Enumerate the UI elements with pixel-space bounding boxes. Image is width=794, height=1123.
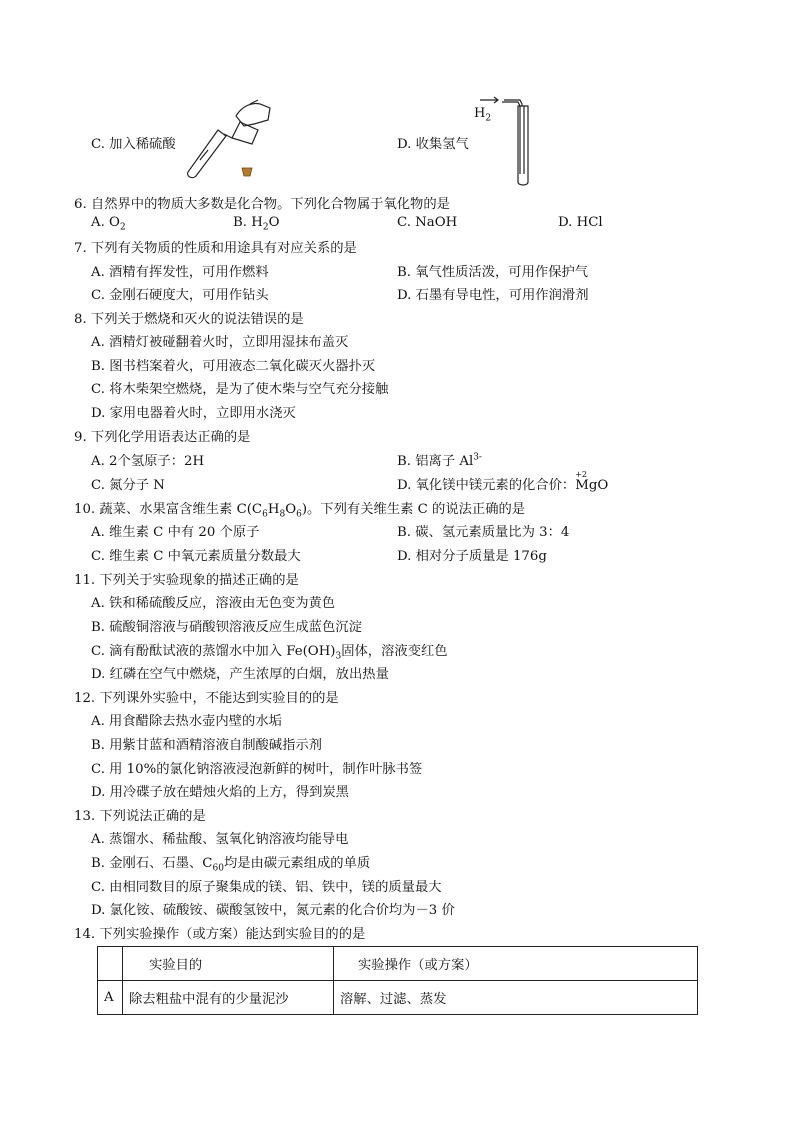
pour-acid-illustration: [178, 98, 282, 184]
h2-label: $H_2$: [474, 106, 492, 124]
q8-stem: 8. 下列关于燃烧和灭火的说法错误的是: [74, 312, 304, 327]
q7-option-d: D. 石墨有导电性，可用作润滑剂: [397, 288, 589, 303]
table-row: [98, 981, 698, 1015]
q11-option-d: D. 红磷在空气中燃烧，产生浓厚的白烟，放出热量: [91, 667, 389, 682]
table-cell: 除去粗盐中混有的少量泥沙: [123, 981, 334, 1015]
q9-option-c: C. 氮分子 N: [91, 478, 165, 493]
q13-option-c: C. 由相同数目的原子聚集成的镁、铝、铁中，镁的质量最大: [91, 880, 442, 895]
table-cell: 溶解、过滤、蒸发: [334, 981, 698, 1015]
q10-option-c: C. 维生素 C 中氧元素质量分数最大: [91, 549, 301, 564]
q6-stem: 6. 自然界中的物质大多数是化合物。下列化合物属于氧化物的是: [74, 197, 450, 212]
q12-option-c: C. 用 10%的氯化钠溶液浸泡新鲜的树叶，制作叶脉书签: [91, 762, 423, 777]
q5-option-d: D. 收集氢气: [397, 137, 469, 152]
q12-option-b: B. 用紫甘蓝和酒精溶液自制酸碱指示剂: [91, 738, 322, 753]
q13-option-b: B. 金刚石、石墨、$C_{60}$均是由碳元素组成的单质: [91, 856, 371, 874]
q8-option-b: B. 图书档案着火，可用液态二氧化碳灭火器扑灭: [91, 359, 376, 374]
q12-option-a: A. 用食醋除去热水壶内壁的水垢: [91, 714, 282, 729]
q6-option-b: B. $H_2O$: [233, 215, 280, 233]
q6-option-a: A. $O_2$: [91, 215, 126, 233]
q6-option-d: D. HCl: [558, 215, 603, 230]
q8-option-a: A. 酒精灯被碰翻着火时，立即用湿抹布盖灭: [91, 335, 349, 350]
q11-option-b: B. 硫酸铜溶液与硝酸钡溶液反应生成蓝色沉淀: [91, 620, 362, 635]
table-header-cell: 实验操作（或方案）: [334, 947, 698, 981]
q12-stem: 12. 下列课外实验中，不能达到实验目的的是: [74, 691, 339, 706]
q7-option-b: B. 氧气性质活泼，可用作保护气: [397, 265, 589, 280]
q7-option-c: C. 金刚石硬度大，可用作钻头: [91, 288, 269, 303]
table-header-row: [98, 947, 698, 981]
q13-option-d: D. 氯化铵、硫酸铵、碳酸氢铵中，氮元素的化合价均为－3 价: [91, 903, 455, 918]
q11-option-a: A. 铁和稀硫酸反应，溶液由无色变为黄色: [91, 596, 336, 611]
q11-stem: 11. 下列关于实验现象的描述正确的是: [74, 573, 299, 588]
q13-option-a: A. 蒸馏水、稀盐酸、氢氧化钠溶液均能导电: [91, 832, 349, 847]
q9-option-b: B. 铝离子 $Al^{3-}$: [397, 452, 482, 469]
q9-option-d: D. 氧化镁中镁元素的化合价：Mg +2 O: [397, 470, 609, 493]
q10-option-a: A. 维生素 C 中有 20 个原子: [91, 525, 260, 540]
q9-option-a: A. 2个氢原子：2H: [91, 454, 205, 469]
q14-stem: 14. 下列实验操作（或方案）能达到实验目的的是: [74, 927, 366, 942]
q14-table: [97, 946, 698, 1015]
q8-option-c: C. 将木柴架空燃烧，是为了使木柴与空气充分接触: [91, 382, 389, 397]
q7-stem: 7. 下列有关物质的性质和用途具有对应关系的是: [74, 241, 357, 256]
table-cell: A: [98, 981, 123, 1015]
q12-option-d: D. 用冷碟子放在蜡烛火焰的上方，得到炭黑: [91, 785, 349, 800]
table-header-cell: [98, 947, 123, 981]
q7-option-a: A. 酒精有挥发性，可用作燃料: [91, 265, 269, 280]
q8-option-d: D. 家用电器着火时，立即用水浇灭: [91, 406, 296, 421]
q6-option-c: C. NaOH: [397, 215, 458, 230]
q9-stem: 9. 下列化学用语表达正确的是: [74, 430, 251, 445]
q13-stem: 13. 下列说法正确的是: [74, 809, 206, 824]
table-header-cell: 实验目的: [123, 947, 334, 981]
q10-option-b: B. 碳、氢元素质量比为 3：4: [397, 525, 570, 540]
cup-icon: [242, 168, 252, 176]
q5-option-c: C. 加入稀硫酸: [91, 137, 176, 152]
q10-option-d: D. 相对分子质量是 176g: [397, 549, 547, 564]
q11-option-c: C. 滴有酚酞试液的蒸馏水中加入 $Fe(OH)_3$固体，溶液变红色: [91, 644, 448, 662]
q10-stem: 10. 蔬菜、水果富含维生素 $C(C_6H_8O_6)$。下列有关维生素 C 的说法正确的是: [74, 502, 526, 520]
